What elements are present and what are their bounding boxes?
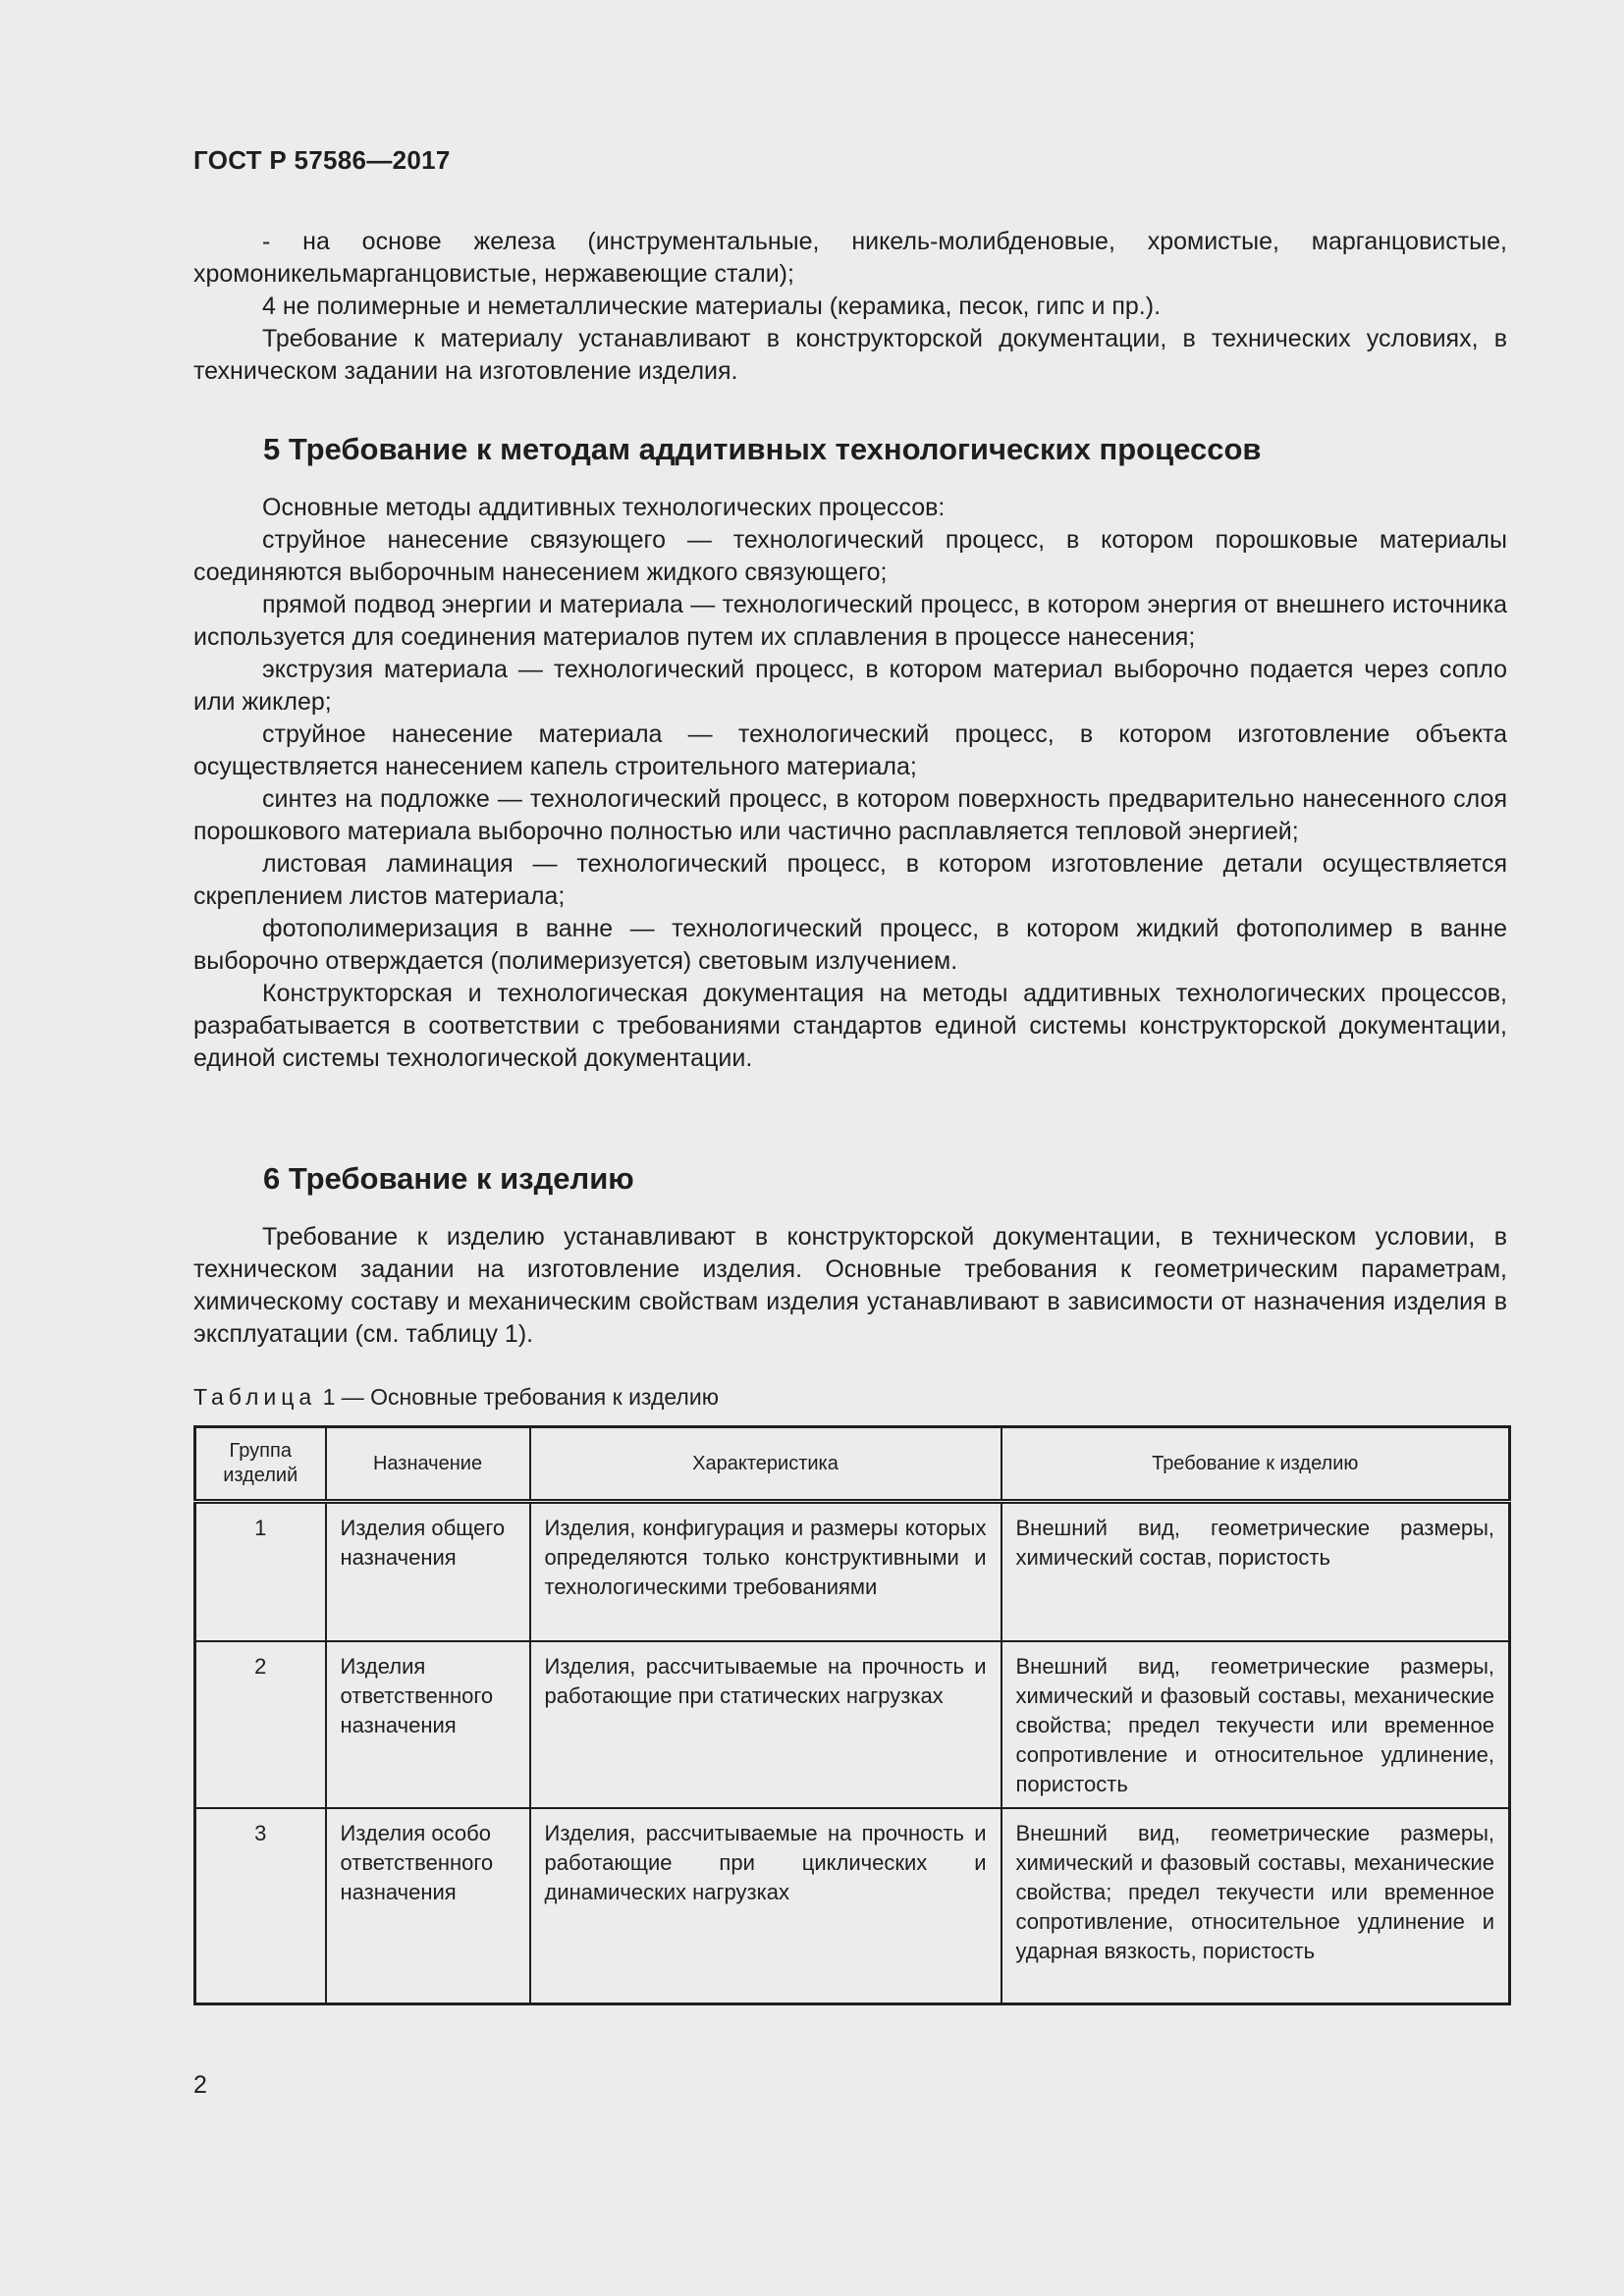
header-characteristic: Характеристика (530, 1427, 1001, 1502)
cell-group: 1 (195, 1502, 326, 1641)
section-5-body (193, 492, 1507, 1075)
section-5-paragraph: экструзия материала — технологический процесс, в котором материал выборочно подается через сопло или жиклер; (193, 656, 1507, 716)
cell-purpose: Изделия особо ответственного назначения (326, 1808, 530, 2004)
section-5-paragraph: листовая ламинация — технологический процесс, в котором изготовление детали осуществляется скреплением листов материала; (193, 850, 1507, 910)
section-6-body (193, 1221, 1507, 1351)
cell-purpose: Изделия ответственного назначения (326, 1641, 530, 1808)
table-row (195, 1502, 1510, 1641)
document-code-header: ГОСТ Р 57586—2017 (193, 145, 451, 175)
intro-paragraph-1: - на основе железа (инструментальные, никель-молибденовые, хромистые, марганцовистые, хромоникельмарганцовистые, нержавеющие стали); (193, 228, 1507, 288)
table-row (195, 1641, 1510, 1808)
section-6-title: 6 Требование к изделию (263, 1161, 634, 1196)
cell-characteristic: Изделия, рассчитываемые на прочность и работающие при циклических и динамических нагрузках (530, 1808, 1001, 2004)
page-number: 2 (193, 2071, 207, 2099)
cell-requirement: Внешний вид, геометрические размеры, химический состав, пористость (1001, 1502, 1510, 1641)
table-caption-label: Таблица (193, 1384, 317, 1410)
table-row (195, 1808, 1510, 2004)
section-5-title: 5 Требование к методам аддитивных технологических процессов (263, 432, 1262, 466)
intro-block (193, 226, 1507, 388)
cell-requirement: Внешний вид, геометрические размеры, химический и фазовый составы, механические свойства; предел текучести или временное сопротивление и относительное удлинение, пористость (1001, 1641, 1510, 1808)
section-5-paragraph: прямой подвод энергии и материала — технологический процесс, в котором энергия от внешнего источника используется для соединения материалов путем их сплавления в процессе нанесения; (193, 591, 1507, 651)
table-caption (193, 1384, 719, 1411)
header-purpose: Назначение (326, 1427, 530, 1502)
cell-group: 3 (195, 1808, 326, 2004)
intro-paragraph-3: Требование к материалу устанавливают в конструкторской документации, в технических условиях, в техническом задании на изготовление изделия. (193, 325, 1507, 385)
intro-paragraph-2: 4 не полимерные и неметаллические материалы (керамика, песок, гипс и пр.). (262, 293, 1162, 320)
section-5-paragraph: струйное нанесение связующего — технологический процесс, в котором порошковые материалы соединяются выборочным нанесением жидкого связующего; (193, 526, 1507, 586)
header-requirement: Требование к изделию (1001, 1427, 1510, 1502)
section-5-paragraph: Основные методы аддитивных технологических процессов: (262, 494, 946, 521)
table-header-row (195, 1427, 1510, 1502)
section-5-paragraph: синтез на подложке — технологический процесс, в котором поверхность предварительно нанесенного слоя порошкового материала выборочно полностью или частично расплавляется тепловой энергией; (193, 785, 1507, 845)
section-5-paragraph: струйное нанесение материала — технологический процесс, в котором изготовление объекта осуществляется нанесением капель строительного материала; (193, 721, 1507, 780)
requirements-table (193, 1425, 1511, 2005)
header-group: Группа изделий (195, 1427, 326, 1502)
cell-characteristic: Изделия, конфигурация и размеры которых определяются только конструктивными и технологическими требованиями (530, 1502, 1001, 1641)
cell-group: 2 (195, 1641, 326, 1808)
cell-requirement: Внешний вид, геометрические размеры, химический и фазовый составы, механические свойства; предел текучести или временное сопротивление, относительное удлинение и ударная вязкость, пористость (1001, 1808, 1510, 2004)
cell-characteristic: Изделия, рассчитываемые на прочность и работающие при статических нагрузках (530, 1641, 1001, 1808)
section-6-paragraph: Требование к изделию устанавливают в конструкторской документации, в техническом условии, в техническом задании на изготовление изделия. Основные требования к геометрическим параметрам, химическому составу и механическим свойствам изделия устанавливают в зависимости от назначения изделия в эксплуатации (см. таблицу 1). (193, 1223, 1507, 1348)
table-caption-text: 1 — Основные требования к изделию (316, 1384, 719, 1410)
section-5-paragraph: фотополимеризация в ванне — технологический процесс, в котором жидкий фотополимер в ванне выборочно отверждается (полимеризуется) световым излучением. (193, 915, 1507, 975)
section-5-paragraph: Конструкторская и технологическая документация на методы аддитивных технологических процессов, разрабатывается в соответствии с требованиями стандартов единой системы конструкторской документации, единой системы технологической документации. (193, 980, 1507, 1072)
cell-purpose: Изделия общего назначения (326, 1502, 530, 1641)
